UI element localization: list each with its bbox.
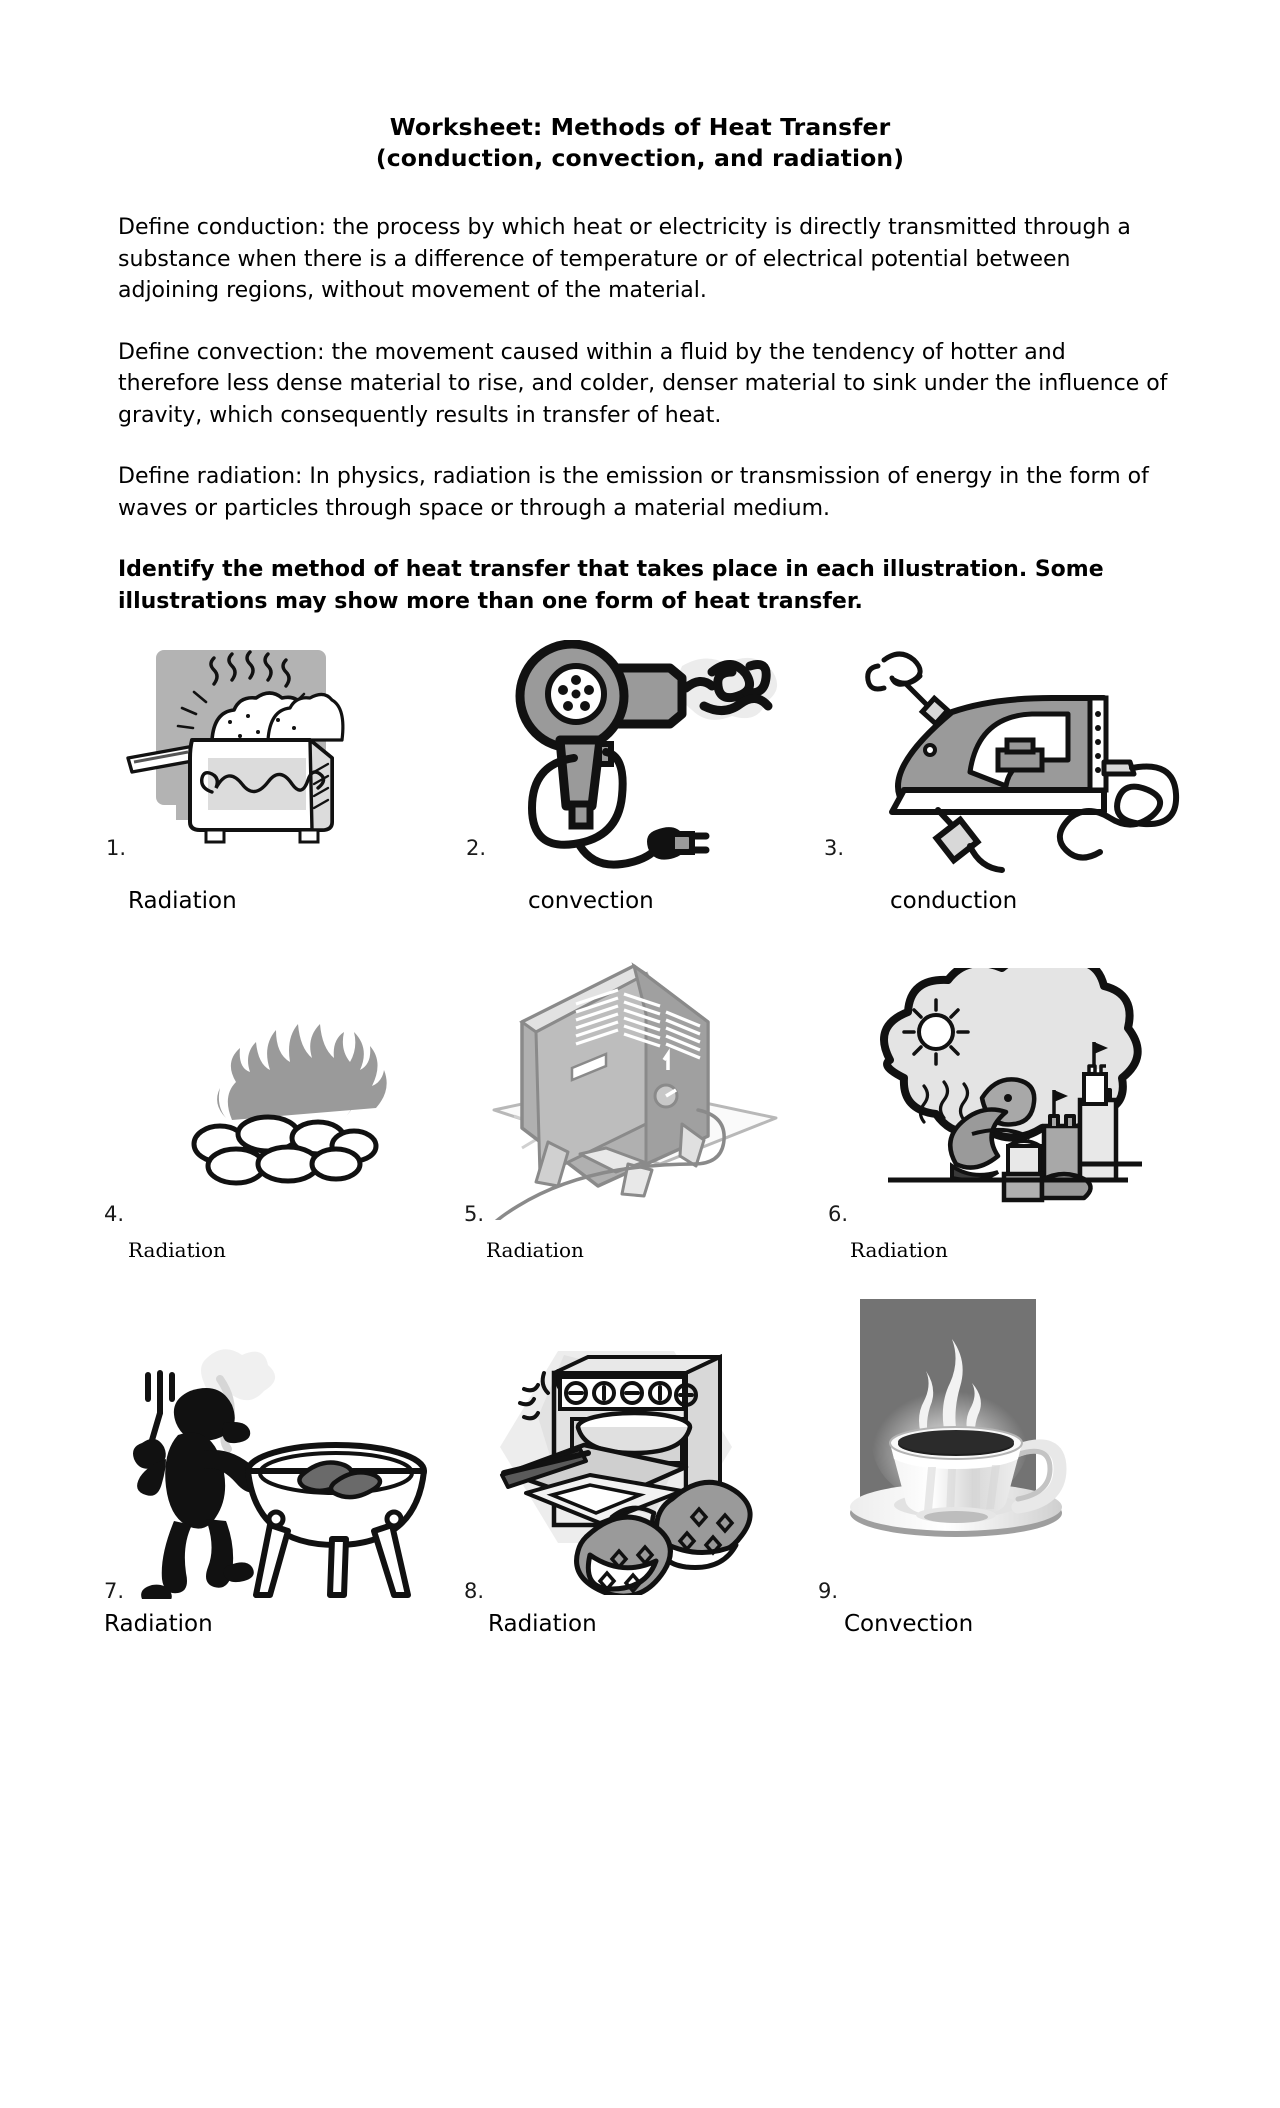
- definition-conduction: Define conduction: the process by which heat or electricity is directly transmitted through a substance when there is a difference of temperature or of electrical potential between adjoining regions, without movement of the material.: [118, 215, 1131, 303]
- item-number: 4.: [104, 1202, 125, 1226]
- oven-mitts-icon: [468, 1315, 828, 1595]
- title-line-2: (conduction, convection, and radiation): [375, 144, 905, 172]
- item-number: 1.: [106, 836, 127, 860]
- grid-row-3: [0, 1315, 1280, 1675]
- sandcastle-sun-icon: [832, 968, 1192, 1208]
- campfire-icon: [108, 994, 468, 1224]
- item-answer[interactable]: Radiation: [850, 1238, 948, 1262]
- item-answer[interactable]: Radiation: [128, 1238, 226, 1262]
- instruction-text: Identify the method of heat transfer that takes place in each illustration. Some illustrations may show more than one form of heat transfer.: [118, 557, 1104, 614]
- item-number: 5.: [464, 1202, 485, 1226]
- item-number: 7.: [104, 1579, 125, 1603]
- worksheet-item-3: [824, 640, 1192, 950]
- worksheet-item-6: [828, 950, 1192, 1315]
- worksheet-item-2: [468, 640, 828, 950]
- worksheet-item-4: [104, 950, 468, 1315]
- title-line-1: Worksheet: Methods of Heat Transfer: [389, 113, 891, 141]
- hair-dryer-icon: [468, 640, 828, 870]
- item-answer[interactable]: Convection: [844, 1611, 974, 1637]
- grid-row-2: [0, 950, 1280, 1315]
- item-answer[interactable]: conduction: [890, 888, 1018, 914]
- worksheet-item-9: [818, 1315, 1192, 1675]
- toaster-icon: [108, 640, 468, 870]
- steam-iron-icon: [832, 640, 1192, 870]
- barbecue-grill-icon: [108, 1339, 468, 1599]
- item-number: 6.: [828, 1202, 849, 1226]
- item-number: 8.: [464, 1579, 485, 1603]
- coffee-cup-icon: [832, 1291, 1192, 1581]
- page-title: [0, 112, 1280, 174]
- space-heater-icon: [468, 950, 828, 1220]
- worksheet-item-1: [108, 640, 468, 950]
- item-number: 2.: [466, 836, 487, 860]
- item-answer[interactable]: Radiation: [104, 1611, 213, 1637]
- illustration-grid: [0, 640, 1280, 1675]
- definition-radiation: Define radiation: In physics, radiation is the emission or transmission of energy in the form of waves or particles through space or through a material medium.: [118, 464, 1149, 521]
- worksheet-item-7: [104, 1315, 468, 1675]
- definitions-section: [118, 212, 1173, 617]
- item-answer[interactable]: Radiation: [486, 1238, 584, 1262]
- worksheet-item-5: [464, 950, 828, 1315]
- item-number: 9.: [818, 1579, 839, 1603]
- worksheet-item-8: [464, 1315, 828, 1675]
- item-answer[interactable]: convection: [528, 888, 654, 914]
- definition-convection: Define convection: the movement caused within a fluid by the tendency of hotter and therefore less dense material to rise, and colder, denser material to sink under the influence of gravity, which consequently results in transfer of heat.: [118, 339, 1168, 428]
- item-answer[interactable]: Radiation: [488, 1611, 597, 1637]
- item-answer[interactable]: Radiation: [128, 888, 237, 914]
- grid-row-1: [0, 640, 1280, 950]
- item-number: 3.: [824, 836, 845, 860]
